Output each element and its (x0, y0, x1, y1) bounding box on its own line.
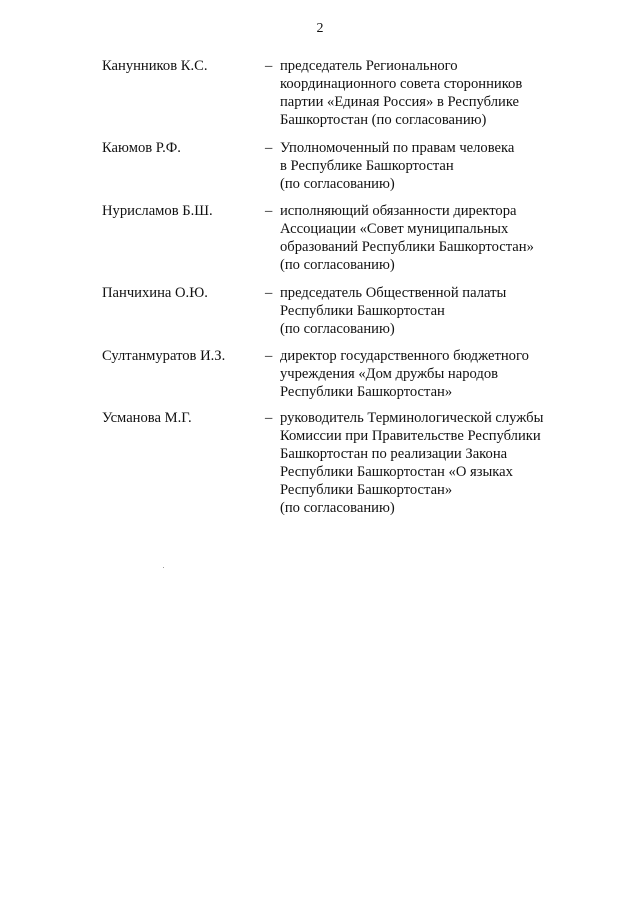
member-role (280, 347, 570, 401)
member-role-line: в Республике Башкортостан (280, 158, 454, 174)
member-role-line: (по согласованию) (280, 500, 395, 516)
member-role (280, 57, 570, 129)
member-role-line: координационного совета сторонников (280, 76, 523, 92)
member-dash: – (265, 140, 273, 156)
member-role-line: руководитель Терминологической службы (280, 410, 544, 426)
member-dash: – (265, 348, 273, 364)
member-role-line: учреждения «Дом дружбы народов (280, 366, 499, 382)
member-dash: – (265, 58, 273, 74)
member-role-line: исполняющий обязанности директора (280, 203, 517, 219)
member-dash: – (265, 203, 273, 219)
member-name: Усманова М.Г. (102, 410, 192, 426)
member-role-line: Уполномоченный по правам человека (280, 140, 515, 156)
member-role-line: (по согласованию) (280, 176, 395, 192)
member-role-line: председатель Регионального (280, 58, 458, 74)
page-number: 2 (316, 21, 324, 36)
member-name: Нурисламов Б.Ш. (102, 203, 213, 219)
member-role-line: Башкортостан по реализации Закона (280, 446, 508, 462)
member-role (280, 409, 570, 517)
member-dash: – (265, 410, 273, 426)
member-dash: – (265, 285, 273, 301)
member-role-line: (по согласованию) (280, 257, 395, 273)
member-role-line: Республики Башкортостан» (280, 482, 453, 498)
member-role (280, 284, 570, 338)
member-role-line: Республики Башкортостан (280, 303, 445, 319)
member-role-line: (по согласованию) (280, 321, 395, 337)
member-name: Канунников К.С. (102, 58, 208, 74)
member-role-line: Ассоциации «Совет муниципальных (280, 221, 509, 237)
member-role-line: Республики Башкортостан» (280, 384, 453, 400)
member-name: Панчихина О.Ю. (102, 285, 208, 301)
member-role (280, 202, 570, 274)
member-name: Султанмуратов И.З. (102, 348, 226, 364)
member-role-line: партии «Единая Россия» в Республике (280, 94, 520, 110)
member-role-line: Башкортостан (по согласованию) (280, 112, 487, 128)
member-name: Каюмов Р.Ф. (102, 140, 181, 156)
member-role-line: директор государственного бюджетного (280, 348, 529, 364)
member-role-line: Республики Башкортостан «О языках (280, 464, 513, 480)
member-role-line: председатель Общественной палаты (280, 285, 507, 301)
member-role-line: образований Республики Башкортостан» (280, 239, 534, 255)
member-role (280, 139, 570, 193)
scan-speck (163, 567, 164, 568)
member-role-line: Комиссии при Правительстве Республики (280, 428, 541, 444)
